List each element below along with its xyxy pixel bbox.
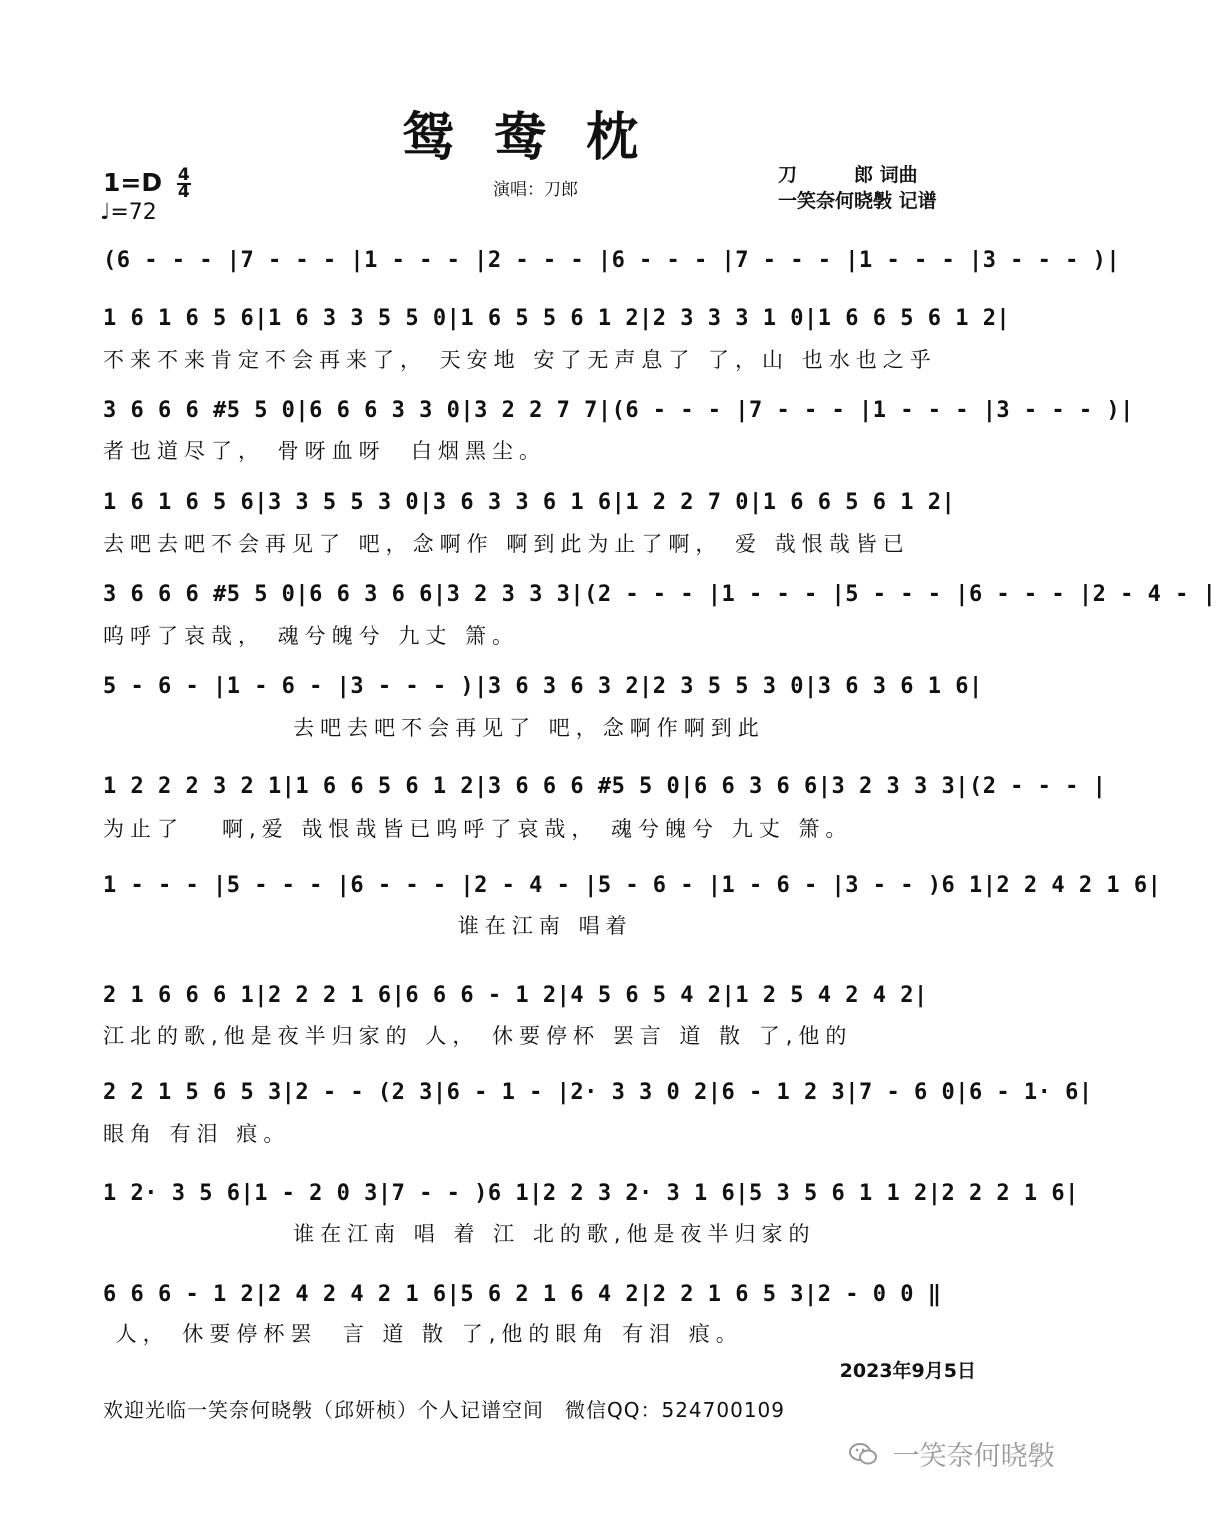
lyric-line-4: 去吧去吧不会再见了 吧，念啊作 啊到此为止了啊， 爱 哉恨哉皆已 xyxy=(103,532,910,556)
lyric-line-9: 江北的歌,他是夜半归家的 人， 休要停杯 罢言 道 散 了,他的 xyxy=(103,1024,853,1048)
notation-line-3: 3 6 6 6 #5 5 0|6 6 6 3 3 0|3 2 2 7 7|(6 - - - |7 - - - |1 - - - |3 - - - )| xyxy=(103,398,1134,423)
notation-line-11: 1 2· 3 5 6|1 - 2 0 3|7 - - )6 1|2 2 3 2· 3 1 6|5 3 5 6 1 1 2|2 2 2 1 6| xyxy=(103,1181,1079,1206)
lyric-line-11: 谁在江南 唱 着 江 北的歌,他是夜半归家的 xyxy=(103,1222,816,1246)
notation-line-8: 1 - - - |5 - - - |6 - - - |2 - 4 - |5 - 6 - |1 - 6 - |3 - - )6 1|2 2 4 2 1 6| xyxy=(103,873,1162,898)
transcription-date: 2023年9月5日 xyxy=(839,1360,976,1382)
footer-note: 欢迎光临一笑奈何晓斅（邱妍桢）个人记谱空间 微信QQ：524700109 xyxy=(103,1398,786,1422)
watermark xyxy=(848,1434,1055,1474)
lyric-line-2: 不来不来肯定不会再来了， 天安地 安了无声息了 了，山 也水也之乎 xyxy=(103,348,937,372)
notation-line-9: 2 1 6 6 6 1|2 2 2 1 6|6 6 6 - 1 2|4 5 6 5 4 2|1 2 5 4 2 4 2| xyxy=(103,983,928,1008)
lyric-line-12: 人， 休要停杯罢 言 道 散 了,他的眼角 有泪 痕。 xyxy=(103,1322,743,1346)
key-signature xyxy=(103,165,191,202)
tempo-marking: ♩=72 xyxy=(100,200,157,225)
singer-credit: 演唱：刀郎 xyxy=(493,180,578,200)
lyric-line-6: 去吧去吧不会再见了 吧，念啊作啊到此 xyxy=(103,716,765,740)
notation-line-4: 1 6 1 6 5 6|3 3 5 5 3 0|3 6 3 3 6 1 6|1 2 2 7 0|1 6 6 5 6 1 2| xyxy=(103,490,956,515)
time-sig-top: 4 xyxy=(177,165,190,185)
transcriber-credit: 一笑奈何晓斅 记谱 xyxy=(778,190,937,212)
notation-line-1: (6 - - - |7 - - - |1 - - - |2 - - - |6 - - - |7 - - - |1 - - - |3 - - - )| xyxy=(103,248,1121,273)
notation-line-12: 6 6 6 - 1 2|2 4 2 4 2 1 6|5 6 2 1 6 4 2|2 2 1 6 5 3|2 - 0 0 ‖ xyxy=(103,1282,942,1307)
notation-line-2: 1 6 1 6 5 6|1 6 3 3 5 5 0|1 6 5 5 6 1 2|2 3 3 3 1 0|1 6 6 5 6 1 2| xyxy=(103,306,1011,331)
time-signature xyxy=(177,165,191,202)
watermark-text: 一笑奈何晓斅 xyxy=(892,1441,1055,1472)
notation-line-7: 1 2 2 2 3 2 1|1 6 6 5 6 1 2|3 6 6 6 #5 5 0|6 6 3 6 6|3 2 3 3 3|(2 - - - | xyxy=(103,774,1107,799)
lyric-line-5: 呜呼了哀哉， 魂兮魄兮 九丈 箫。 xyxy=(103,624,520,648)
lyric-line-10: 眼角 有泪 痕。 xyxy=(103,1122,291,1146)
notation-line-10: 2 2 1 5 6 5 3|2 - - (2 3|6 - 1 - |2· 3 3 0 2|6 - 1 2 3|7 - 6 0|6 - 1· 6| xyxy=(103,1080,1093,1105)
wechat-icon xyxy=(848,1441,878,1474)
lyric-line-3: 者也道尽了， 骨呀血呀 白烟黑尘。 xyxy=(103,439,547,463)
notation-line-5: 3 6 6 6 #5 5 0|6 6 3 6 6|3 2 3 3 3|(2 - - - |1 - - - |5 - - - |6 - - - |2 - 4 - | xyxy=(103,582,1216,607)
time-sig-bottom: 4 xyxy=(177,182,190,202)
notation-line-6: 5 - 6 - |1 - 6 - |3 - - - )|3 6 3 6 3 2|2 3 5 5 3 0|3 6 3 6 1 6| xyxy=(103,674,983,699)
lyric-line-8: 谁在江南 唱着 xyxy=(103,914,633,938)
composer-credit: 刀 郎 词曲 xyxy=(778,164,918,186)
lyric-line-7: 为止了 啊,爱 哉恨哉皆已呜呼了哀哉， 魂兮魄兮 九丈 箫。 xyxy=(103,817,853,841)
song-title: 鸳鸯枕 xyxy=(401,107,678,168)
key-label: 1=D xyxy=(103,168,163,197)
